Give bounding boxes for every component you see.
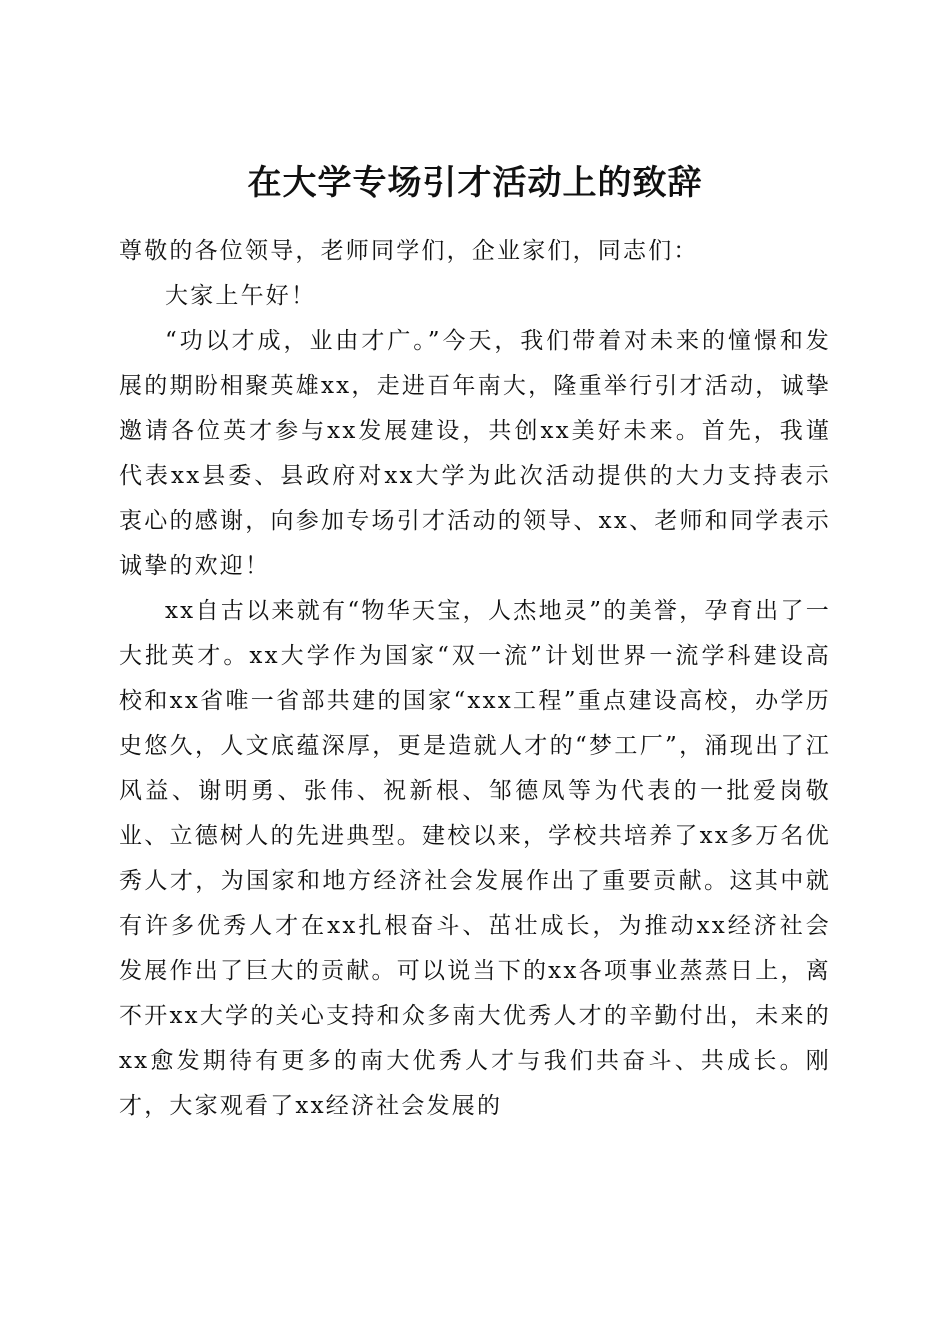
document-body	[119, 229, 831, 1129]
paragraph-1: “功以才成，业由才广。”今天，我们带着对未来的憧憬和发展的期盼相聚英雄xx，走进百年南大，隆重举行引才活动，诚挚邀请各位英才参与xx发展建设，共创xx美好未来。首先，我谨代表xx县委、县政府对xx大学为此次活动提供的大力支持表示衷心的感谢，向参加专场引才活动的领导、xx、老师和同学表示诚挚的欢迎！	[119, 328, 831, 579]
paragraph-2: xx自古以来就有“物华天宝，人杰地灵”的美誉，孕育出了一大批英才。xx大学作为国家“双一流”计划世界一流学科建设高校和xx省唯一省部共建的国家“xxx工程”重点建设高校，办学历史悠久，人文底蕴深厚，更是造就人才的“梦工厂”，涌现出了江风益、谢明勇、张伟、祝新根、邹德凤等为代表的一批爱岗敬业、立德树人的先进典型。建校以来，学校共培养了xx多万名优秀人才，为国家和地方经济社会发展作出了重要贡献。这其中就有许多优秀人才在xx扎根奋斗、茁壮成长，为推动xx经济社会发展作出了巨大的贡献。可以说当下的xx各项事业蒸蒸日上，离不开xx大学的关心支持和众多南大优秀人才的辛勤付出，未来的xx愈发期待有更多的南大优秀人才与我们共奋斗、共成长。刚才，大家观看了xx经济社会发展的	[119, 598, 831, 1119]
greeting: 大家上午好！	[165, 283, 317, 309]
salutation: 尊敬的各位领导，老师同学们，企业家们，同志们：	[119, 238, 699, 264]
document-title: 在大学专场引才活动上的致辞	[247, 162, 703, 203]
